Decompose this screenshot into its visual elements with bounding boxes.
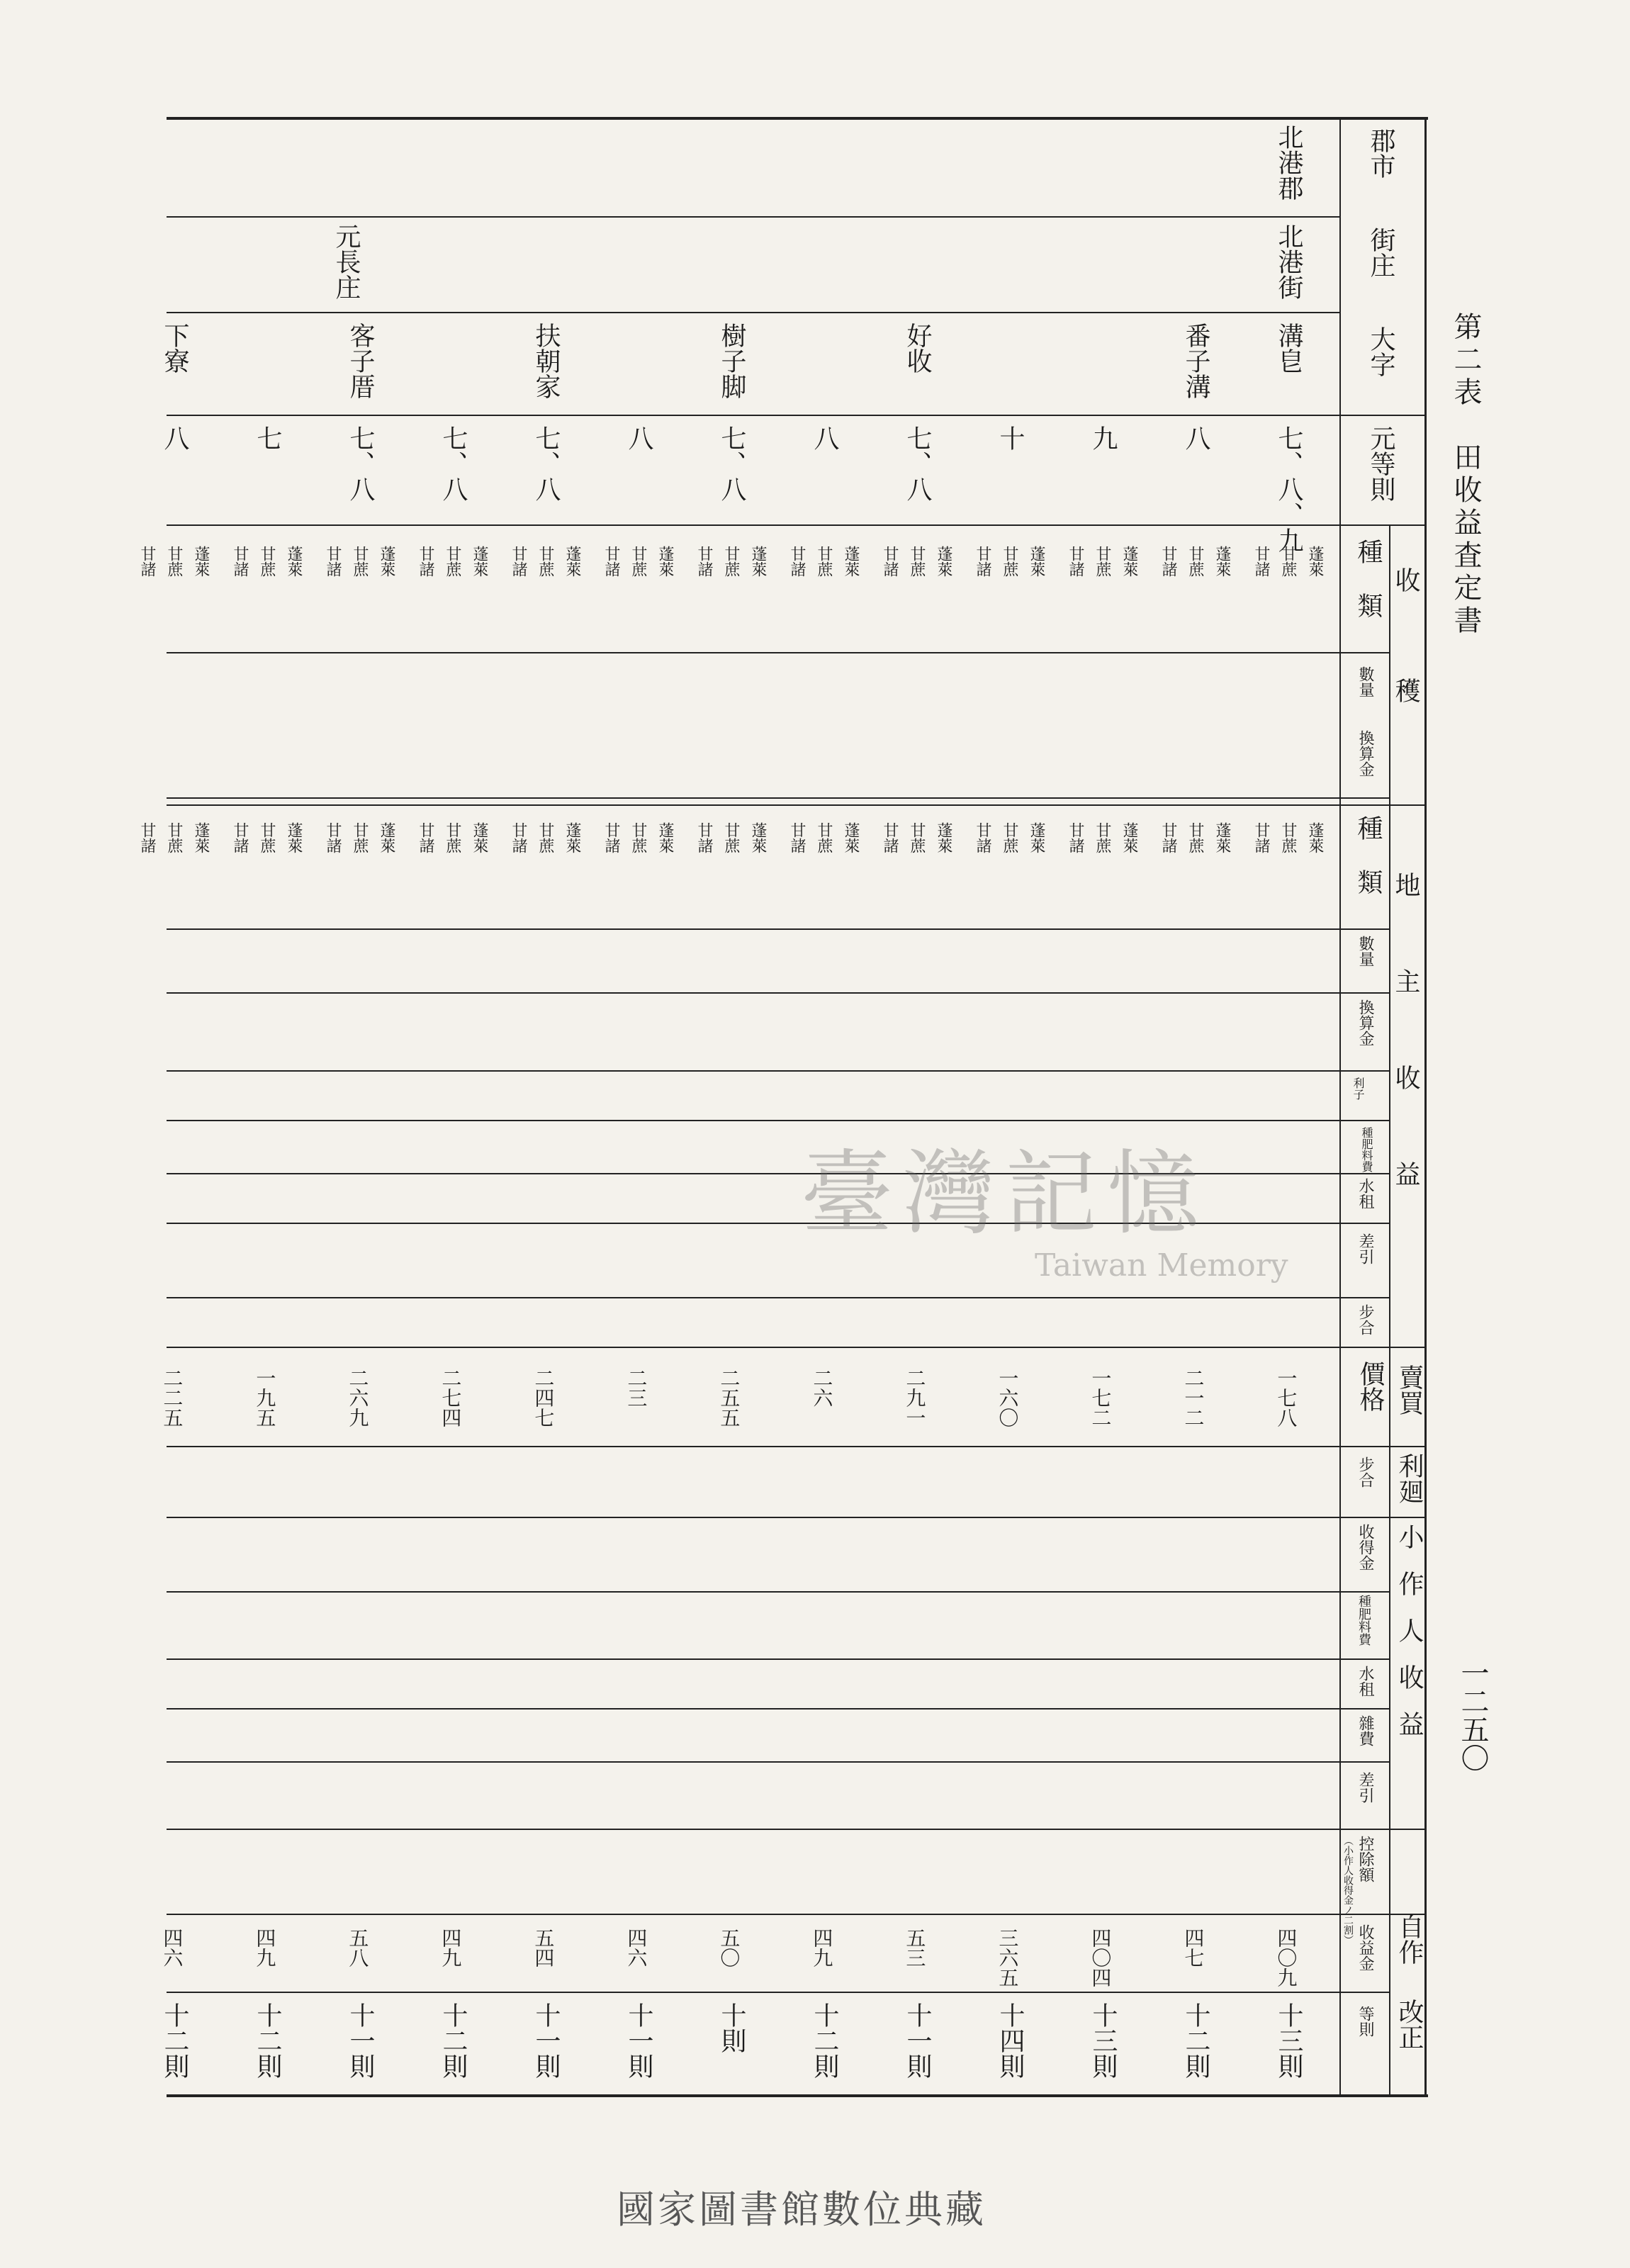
crop-label: 甘蔗 — [444, 822, 461, 853]
crop-label: 蓬萊 — [1028, 822, 1045, 853]
tousoku-cell: 八 — [1181, 425, 1210, 451]
crop-label: 甘諸 — [231, 546, 249, 577]
footer-credit: 國家圖書館數位典藏 — [617, 2187, 987, 2232]
rule-buai — [167, 1347, 1424, 1348]
tousoku-cell: 十 — [996, 425, 1025, 451]
header-moto-tousoku: 元等則 — [1366, 425, 1395, 502]
grade-cell: 十一則 — [624, 2002, 653, 2079]
crop-label: 甘蔗 — [258, 546, 276, 577]
crop-label: 甘蔗 — [1279, 822, 1297, 853]
crop-label: 蓬萊 — [749, 546, 767, 577]
crop-label: 甘諸 — [1159, 822, 1177, 853]
crop-label: 甘諸 — [324, 546, 342, 577]
crop-label: 甘蔗 — [1186, 822, 1204, 853]
price-cell: 二七四 — [439, 1368, 463, 1427]
crop-label: 甘諸 — [788, 546, 806, 577]
crop-label: 蓬萊 — [563, 822, 581, 853]
rule-sashihiki — [167, 1297, 1389, 1298]
rule-landlord-qty — [167, 992, 1389, 994]
crop-label: 甘蔗 — [1186, 546, 1204, 577]
crop-label: 甘諸 — [602, 546, 620, 577]
crop-label: 甘蔗 — [351, 822, 369, 853]
crop-label: 甘蔗 — [444, 546, 461, 577]
crop-label: 蓬萊 — [285, 822, 303, 853]
price-cell: 一六〇 — [996, 1368, 1020, 1427]
crop-label: 蓬萊 — [192, 822, 210, 853]
tousoku-cell: 八 — [160, 425, 189, 451]
header-kaisei: 改正 — [1395, 1999, 1424, 2050]
subheader-shuekikin: 收益金 — [1356, 1924, 1374, 1971]
top-rule — [167, 117, 1428, 120]
price-cell: 二三 — [624, 1368, 648, 1408]
crop-label: 甘蔗 — [908, 546, 926, 577]
rule-qty — [167, 797, 1389, 799]
crop-label: 蓬萊 — [1306, 822, 1324, 853]
rule-kosaku-end — [167, 1829, 1424, 1830]
price-cell: 二四七 — [532, 1368, 556, 1427]
crop-label: 甘諸 — [417, 546, 434, 577]
rule-kakaku — [167, 1446, 1424, 1447]
daiji-cell: 番子溝 — [1181, 322, 1210, 399]
crop-label: 蓬萊 — [935, 822, 952, 853]
price-cell: 一九五 — [253, 1368, 277, 1427]
crop-label: 蓬萊 — [192, 546, 210, 577]
net-income-cell: 五三 — [903, 1928, 927, 1967]
crop-label: 甘諸 — [1067, 546, 1084, 577]
crop-label: 甘蔗 — [815, 546, 833, 577]
crop-label: 甘諸 — [1252, 546, 1270, 577]
crop-label: 甘諸 — [974, 546, 991, 577]
subheader-suiso-2: 水租 — [1356, 1666, 1374, 1697]
header-jinushi: 地主收益 — [1391, 872, 1420, 1257]
net-income-cell: 四九 — [810, 1928, 834, 1967]
crop-label: 蓬萊 — [842, 546, 860, 577]
grade-cell: 十二則 — [810, 2002, 839, 2079]
tousoku-cell: 七、八 — [532, 425, 561, 502]
group-column-divider — [1389, 524, 1390, 2094]
net-income-cell: 四六 — [160, 1928, 184, 1967]
grade-cell: 十二則 — [160, 2002, 189, 2079]
crop-label: 甘諸 — [788, 822, 806, 853]
gun-name: 北港郡 — [1274, 124, 1303, 201]
subheader-shurui: 種類 — [1354, 539, 1383, 646]
grade-cell: 十三則 — [1089, 2002, 1118, 2079]
price-cell: 二九一 — [903, 1368, 927, 1427]
crop-label: 甘蔗 — [536, 822, 554, 853]
watermark-main: 臺灣記憶 — [801, 1140, 1210, 1247]
crop-label: 蓬萊 — [285, 546, 303, 577]
daiji-cell: 樹子脚 — [717, 322, 746, 399]
crop-label: 甘諸 — [881, 822, 899, 853]
watermark-sub: Taiwan Memory — [1035, 1247, 1288, 1284]
rule-tousoku — [167, 524, 1424, 526]
right-frame — [1424, 117, 1427, 2096]
grade-cell: 十四則 — [996, 2002, 1025, 2079]
page-number: 一二五〇 — [1456, 1658, 1489, 1772]
rule-suiso2 — [167, 1708, 1389, 1710]
watermark — [801, 1120, 1297, 1297]
crop-label: 甘蔗 — [629, 546, 647, 577]
tousoku-cell: 七、八 — [903, 425, 932, 502]
subheader-shurui-2: 種類 — [1354, 815, 1383, 923]
crop-label: 甘蔗 — [722, 546, 740, 577]
daiji-cell: 扶朝家 — [532, 322, 561, 399]
town-hokko: 北港街 — [1274, 223, 1303, 300]
net-income-cell: 五〇 — [717, 1928, 741, 1967]
subheader-kansankin: 換算金 — [1356, 730, 1374, 777]
crop-label: 甘蔗 — [258, 822, 276, 853]
crop-label: 蓬萊 — [471, 546, 488, 577]
net-income-cell: 四〇九 — [1274, 1928, 1298, 1987]
net-income-cell: 三六五 — [996, 1928, 1020, 1987]
daiji-cell: 客子厝 — [346, 322, 375, 399]
price-cell: 二六九 — [346, 1368, 370, 1427]
crop-label: 甘諸 — [510, 822, 527, 853]
crop-label: 甘諸 — [138, 546, 156, 577]
grade-cell: 十三則 — [1274, 2002, 1303, 2079]
crop-label: 蓬萊 — [656, 546, 674, 577]
crop-label: 甘諸 — [1252, 822, 1270, 853]
crop-label: 蓬萊 — [563, 546, 581, 577]
rule-crop — [167, 652, 1389, 653]
header-gai: 街庄 — [1366, 227, 1395, 278]
crop-label: 蓬萊 — [1028, 546, 1045, 577]
crop-label: 蓬萊 — [1120, 822, 1138, 853]
tousoku-cell: 八 — [810, 425, 839, 451]
header-column-divider — [1339, 117, 1341, 2096]
rule-hiryo2 — [167, 1658, 1389, 1660]
crop-label: 甘諸 — [510, 546, 527, 577]
rule-shutoku — [167, 1591, 1389, 1593]
net-income-cell: 四七 — [1181, 1928, 1205, 1967]
subheader-buai-2: 步合 — [1356, 1456, 1374, 1488]
crop-label: 甘諸 — [231, 822, 249, 853]
crop-label: 甘蔗 — [536, 546, 554, 577]
crop-label: 甘諸 — [881, 546, 899, 577]
grade-cell: 十一則 — [532, 2002, 561, 2079]
price-cell: 二二五 — [160, 1368, 184, 1427]
grade-cell: 十二則 — [253, 2002, 282, 2079]
subheader-shutoku: 收得金 — [1356, 1524, 1374, 1571]
header-kosaku: 小作人收益 — [1395, 1524, 1424, 1758]
net-income-cell: 四九 — [439, 1928, 463, 1967]
crop-label: 甘蔗 — [1094, 546, 1111, 577]
subheader-buai: 步合 — [1356, 1304, 1374, 1335]
grade-cell: 十則 — [717, 2002, 746, 2053]
header-rimawari: 利廻 — [1395, 1453, 1424, 1504]
rule-rimawari — [167, 1517, 1424, 1518]
rule-shukaku-end — [167, 804, 1424, 806]
grade-cell: 十一則 — [903, 2002, 932, 2079]
header-baibai: 賣買 — [1395, 1364, 1424, 1415]
crop-label: 蓬萊 — [378, 822, 395, 853]
tousoku-cell: 七 — [253, 425, 282, 451]
header-jisaku: 自作 — [1395, 1914, 1424, 1965]
subheader-sashihiki: 差引 — [1356, 1233, 1374, 1264]
net-income-cell: 四六 — [624, 1928, 648, 1967]
subheader-sashihiki-2: 差引 — [1356, 1772, 1374, 1803]
crop-label: 甘諸 — [695, 546, 713, 577]
rule-gun — [167, 216, 1339, 218]
crop-label: 蓬萊 — [656, 822, 674, 853]
crop-label: 甘諸 — [138, 822, 156, 853]
subheader-zappi: 雜費 — [1356, 1715, 1374, 1746]
crop-label: 蓬萊 — [842, 822, 860, 853]
crop-label: 蓬萊 — [471, 822, 488, 853]
crop-label: 甘蔗 — [1094, 822, 1111, 853]
table-title: 第二表 田收益査定書 — [1449, 312, 1482, 638]
crop-label: 甘蔗 — [815, 822, 833, 853]
subheader-suryo: 數量 — [1356, 666, 1374, 697]
crop-label: 甘諸 — [1067, 822, 1084, 853]
rule-kojo — [167, 1914, 1424, 1915]
subheader-kojo-note: （小作人收得金ノ二割） — [1342, 1836, 1354, 1945]
net-income-cell: 五八 — [346, 1928, 370, 1967]
net-income-cell: 四九 — [253, 1928, 277, 1967]
tousoku-cell: 八 — [624, 425, 653, 451]
crop-label: 甘諸 — [1159, 546, 1177, 577]
crop-label: 甘蔗 — [1001, 822, 1018, 853]
subheader-tousoku: 等則 — [1356, 2006, 1374, 2037]
rule-shuekikin — [167, 1992, 1389, 1993]
crop-label: 甘諸 — [974, 822, 991, 853]
crop-label: 蓬萊 — [1213, 822, 1231, 853]
subheader-suryo-2: 數量 — [1356, 936, 1374, 967]
subheader-kakaku: 價格 — [1356, 1361, 1385, 1412]
bottom-rule — [167, 2094, 1428, 2097]
price-cell: 一七二 — [1089, 1368, 1113, 1427]
crop-label: 蓬萊 — [935, 546, 952, 577]
crop-label: 蓬萊 — [749, 822, 767, 853]
crop-label: 甘諸 — [695, 822, 713, 853]
grade-cell: 十一則 — [346, 2002, 375, 2079]
tousoku-cell: 七、八 — [717, 425, 746, 502]
crop-label: 甘諸 — [417, 822, 434, 853]
crop-label: 蓬萊 — [378, 546, 395, 577]
price-cell: 一七八 — [1274, 1368, 1298, 1427]
crop-label: 甘蔗 — [165, 546, 183, 577]
subheader-suiso: 水租 — [1356, 1178, 1374, 1209]
grade-cell: 十二則 — [1181, 2002, 1210, 2079]
grade-cell: 十二則 — [439, 2002, 468, 2079]
crop-label: 甘諸 — [324, 822, 342, 853]
daiji-cell: 溝皀 — [1274, 322, 1303, 374]
tousoku-cell: 九 — [1089, 425, 1118, 451]
crop-label: 蓬萊 — [1120, 546, 1138, 577]
subheader-rishi: 利子 — [1351, 1077, 1365, 1100]
rule-daiji — [167, 415, 1424, 416]
tousoku-cell: 七、八、九 — [1274, 425, 1303, 553]
crop-label: 甘蔗 — [165, 822, 183, 853]
net-income-cell: 四〇四 — [1089, 1928, 1113, 1987]
price-cell: 二五五 — [717, 1368, 741, 1427]
header-daiji: 大字 — [1366, 326, 1395, 377]
subheader-kansankin-2: 換算金 — [1356, 999, 1374, 1046]
crop-label: 甘蔗 — [908, 822, 926, 853]
rule-landlord-crop — [167, 928, 1389, 930]
tousoku-cell: 七、八 — [346, 425, 375, 502]
daiji-cell: 下寮 — [160, 322, 189, 374]
tousoku-cell: 七、八 — [439, 425, 468, 502]
crop-label: 甘諸 — [602, 822, 620, 853]
crop-label: 甘蔗 — [629, 822, 647, 853]
price-cell: 二一二 — [1181, 1368, 1205, 1427]
subheader-kojo: 控除額 — [1356, 1836, 1374, 1882]
rule-gai — [167, 312, 1339, 313]
crop-label: 甘蔗 — [351, 546, 369, 577]
crop-label: 蓬萊 — [1213, 546, 1231, 577]
daiji-cell: 好收 — [903, 322, 932, 374]
crop-label: 蓬萊 — [1306, 546, 1324, 577]
header-shukaku: 收穫 — [1391, 567, 1420, 788]
crop-label: 甘蔗 — [722, 822, 740, 853]
header-gun: 郡市 — [1366, 128, 1395, 179]
net-income-cell: 五四 — [532, 1928, 556, 1967]
town-genchou: 元長庄 — [332, 223, 361, 300]
rule-zappi — [167, 1761, 1389, 1763]
price-cell: 二六 — [810, 1368, 834, 1408]
subheader-hiryo-2: 種肥料費 — [1356, 1595, 1371, 1646]
crop-label: 甘蔗 — [1279, 546, 1297, 577]
crop-label: 甘蔗 — [1001, 546, 1018, 577]
subheader-hiryo: 種肥料費 — [1360, 1127, 1373, 1172]
rule-landlord-kansan — [167, 1070, 1389, 1072]
